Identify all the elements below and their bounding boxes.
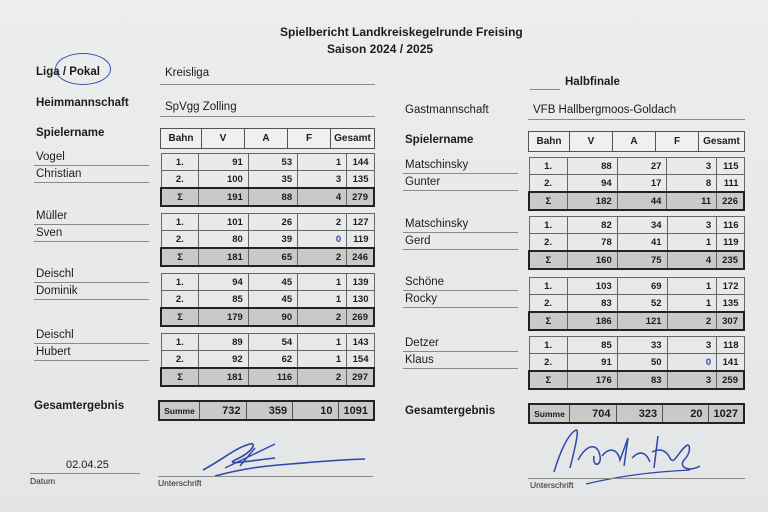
gesamt-cell: 143 [347,334,374,351]
v-cell: 91 [199,154,249,171]
v-cell: 82 [567,217,617,234]
v-cell: 92 [199,351,249,369]
a-cell: 44 [617,192,667,210]
player-last-name: Matschinsky [405,159,469,171]
f-cell: 1 [298,291,347,309]
total-a: 359 [246,401,293,420]
liga-line [160,84,375,85]
v-cell: 191 [199,188,249,206]
lane-cell: 1. [529,217,567,234]
lane-row [529,234,744,252]
f-cell: 3 [667,371,717,389]
a-cell: 121 [617,312,667,330]
f-cell: 2 [298,214,347,231]
home-signature-label: Unterschrift [158,478,202,488]
f-cell: 4 [298,188,347,206]
a-cell: 27 [617,158,667,175]
sheet-title: Spielbericht Landkreiskegelrunde Freising [280,25,523,39]
player-name-line [403,307,518,308]
player-score-block [528,157,745,211]
lane-cell: 2. [529,354,567,372]
gesamt-cell: 141 [717,354,744,372]
gesamt-cell: 127 [347,214,374,231]
v-cell: 182 [567,192,617,210]
lane-cell: Σ [529,192,567,210]
lane-cell: Σ [529,251,567,269]
sum-row [529,312,744,330]
f-cell: 2 [298,368,347,386]
guest-team-name: VFB Hallbergmoos-Goldach [533,104,677,116]
player-name-line [34,182,149,183]
lane-cell: 2. [529,175,567,193]
f-cell: 0 [298,231,347,249]
gesamt-cell: 154 [347,351,374,369]
col-gesamt: Gesamt [331,129,375,149]
a-cell: 83 [617,371,667,389]
total-sum-label: Summe [529,404,569,423]
a-cell: 50 [617,354,667,372]
lane-cell: 2. [529,234,567,252]
total-f: 20 [663,404,708,423]
v-cell: 176 [567,371,617,389]
guest-signature-label: Unterschrift [530,480,574,490]
sum-row [161,248,374,266]
player-score-block [528,216,745,270]
lane-cell: 2. [161,351,199,369]
f-cell: 2 [298,248,347,266]
lane-row [529,354,744,372]
gesamt-cell: 259 [717,371,744,389]
f-cell: 3 [667,217,717,234]
player-last-name: Matschinsky [405,218,469,230]
lane-row [161,231,374,249]
v-cell: 80 [199,231,249,249]
round-value: Halbfinale [565,76,620,88]
col-v: V [202,129,245,149]
f-cell: 3 [298,171,347,189]
player-name-line [34,282,149,283]
player-last-name: Schöne [405,276,445,288]
liga-value: Kreisliga [165,67,210,79]
date-label: Datum [30,476,56,486]
v-cell: 89 [199,334,249,351]
player-name-line [34,360,149,361]
gesamt-cell: 111 [717,175,744,193]
sum-row [161,308,374,326]
total-v: 704 [569,404,616,423]
lane-row [529,295,744,313]
lane-row [529,217,744,234]
player-name-line [34,343,149,344]
a-cell: 65 [248,248,297,266]
a-cell: 35 [248,171,297,189]
f-cell: 11 [667,192,717,210]
v-cell: 103 [567,278,617,295]
v-cell: 83 [567,295,617,313]
f-cell: 1 [298,274,347,291]
gesamt-cell: 279 [347,188,374,206]
gesamt-cell: 172 [717,278,744,295]
player-name-line [34,224,149,225]
season: Saison 2024 / 2025 [327,42,434,56]
f-cell: 3 [667,158,717,175]
col-v: V [570,132,613,152]
guest-total-row [528,403,745,424]
date-line [30,473,140,474]
player-last-name: Deischl [36,329,74,341]
sum-row [529,251,744,269]
total-f: 10 [293,401,338,420]
player-score-block [528,336,745,390]
lane-cell: 2. [161,171,199,189]
col-a: A [245,129,288,149]
sum-row [161,188,374,206]
player-last-name: Deischl [36,268,74,280]
player-first-name: Rocky [405,293,437,305]
total-a: 323 [616,404,663,423]
player-name-line [403,368,518,369]
gesamt-cell: 226 [717,192,744,210]
player-score-block [160,333,375,387]
lane-cell: Σ [161,368,199,386]
v-cell: 91 [567,354,617,372]
f-cell: 3 [667,337,717,354]
lane-row [529,175,744,193]
lane-row [529,158,744,175]
player-first-name: Gunter [405,176,441,188]
player-first-name: Hubert [36,346,71,358]
home-team-label: Heimmannschaft [36,97,129,109]
lane-row [161,334,374,351]
f-cell: 1 [667,234,717,252]
v-cell: 78 [567,234,617,252]
gesamt-cell: 135 [717,295,744,313]
v-cell: 85 [567,337,617,354]
home-total-label: Gesamtergebnis [34,400,125,412]
a-cell: 88 [248,188,297,206]
guest-signature-line [528,478,745,479]
lane-row [161,291,374,309]
lane-cell: 1. [529,278,567,295]
sum-row [529,371,744,389]
gesamt-cell: 235 [717,251,744,269]
v-cell: 101 [199,214,249,231]
col-bahn: Bahn [161,129,202,149]
a-cell: 75 [617,251,667,269]
player-first-name: Gerd [405,235,431,247]
gesamt-cell: 246 [347,248,374,266]
home-team-line [160,116,375,117]
f-cell: 1 [667,278,717,295]
lane-cell: Σ [529,371,567,389]
lane-cell: 1. [529,337,567,354]
round-line [530,89,560,90]
player-last-name: Müller [36,210,68,222]
lane-row [529,278,744,295]
player-first-name: Dominik [36,285,78,297]
pokal-circle-mark [55,53,111,85]
player-name-line [34,241,149,242]
col-f: F [288,129,331,149]
player-name-line [34,299,149,300]
lane-row [161,214,374,231]
a-cell: 45 [248,274,297,291]
home-signature-line [158,476,373,477]
col-bahn: Bahn [529,132,570,152]
lane-cell: 2. [161,231,199,249]
liga-label: Liga / Pokal [36,66,100,78]
v-cell: 85 [199,291,249,309]
v-cell: 100 [199,171,249,189]
lane-cell: 2. [161,291,199,309]
f-cell: 1 [667,295,717,313]
guest-total-label: Gesamtergebnis [405,405,496,417]
v-cell: 186 [567,312,617,330]
gesamt-cell: 115 [717,158,744,175]
guest-player-label: Spielername [405,134,474,146]
lane-cell: 1. [161,334,199,351]
f-cell: 2 [298,308,347,326]
lane-row [161,274,374,291]
v-cell: 181 [199,368,249,386]
gesamt-cell: 119 [717,234,744,252]
sum-row [529,192,744,210]
gesamt-cell: 118 [717,337,744,354]
a-cell: 17 [617,175,667,193]
player-last-name: Detzer [405,337,439,349]
lane-cell: Σ [161,308,199,326]
a-cell: 69 [617,278,667,295]
f-cell: 8 [667,175,717,193]
lane-row [529,337,744,354]
lane-cell: 1. [529,158,567,175]
gesamt-cell: 135 [347,171,374,189]
player-name-line [403,351,518,352]
a-cell: 52 [617,295,667,313]
a-cell: 41 [617,234,667,252]
v-cell: 179 [199,308,249,326]
col-a: A [613,132,656,152]
a-cell: 33 [617,337,667,354]
player-score-block [160,273,375,327]
gesamt-cell: 116 [717,217,744,234]
gesamt-cell: 144 [347,154,374,171]
gesamt-cell: 307 [717,312,744,330]
f-cell: 0 [667,354,717,372]
player-name-line [34,165,149,166]
home-player-label: Spielername [36,127,105,139]
a-cell: 34 [617,217,667,234]
guest-team-label: Gastmannschaft [405,104,489,116]
col-f: F [656,132,699,152]
player-first-name: Christian [36,168,82,180]
lane-cell: Σ [161,188,199,206]
a-cell: 26 [248,214,297,231]
a-cell: 54 [248,334,298,351]
guest-column-header [528,131,745,152]
player-name-line [403,290,518,291]
total-g: 1091 [338,401,374,420]
v-cell: 94 [567,175,617,193]
a-cell: 116 [248,368,298,386]
a-cell: 45 [248,291,297,309]
player-name-line [403,173,518,174]
home-column-header [160,128,375,149]
lane-row [161,154,374,171]
f-cell: 4 [667,251,717,269]
lane-cell: 1. [161,214,199,231]
lane-cell: Σ [161,248,199,266]
lane-cell: 1. [161,154,199,171]
home-total-row [158,400,375,421]
lane-cell: 1. [161,274,199,291]
f-cell: 1 [298,351,347,369]
v-cell: 160 [567,251,617,269]
lane-row [161,351,374,369]
player-name-line [403,190,518,191]
home-team-name: SpVgg Zolling [165,101,237,113]
total-g: 1027 [708,404,744,423]
lane-cell: Σ [529,312,567,330]
player-first-name: Sven [36,227,63,239]
gesamt-cell: 130 [347,291,374,309]
gesamt-cell: 269 [347,308,374,326]
guest-team-line [528,119,745,120]
lane-cell: 2. [529,295,567,313]
player-score-block [160,153,375,207]
gesamt-cell: 297 [347,368,374,386]
date-value: 02.04.25 [66,459,109,471]
v-cell: 88 [567,158,617,175]
v-cell: 181 [199,248,249,266]
gesamt-cell: 119 [347,231,374,249]
player-score-block [160,213,375,267]
a-cell: 90 [248,308,297,326]
total-v: 732 [199,401,246,420]
gesamt-cell: 139 [347,274,374,291]
player-name-line [403,249,518,250]
player-score-block [528,277,745,331]
sum-row [161,368,374,386]
total-sum-label: Summe [159,401,199,420]
lane-row [161,171,374,189]
v-cell: 94 [199,274,249,291]
player-last-name: Vogel [36,151,65,163]
a-cell: 53 [248,154,297,171]
f-cell: 1 [298,154,347,171]
player-name-line [403,232,518,233]
f-cell: 2 [667,312,717,330]
a-cell: 62 [248,351,298,369]
col-gesamt: Gesamt [699,132,745,152]
f-cell: 1 [298,334,347,351]
player-first-name: Klaus [405,354,434,366]
a-cell: 39 [248,231,297,249]
